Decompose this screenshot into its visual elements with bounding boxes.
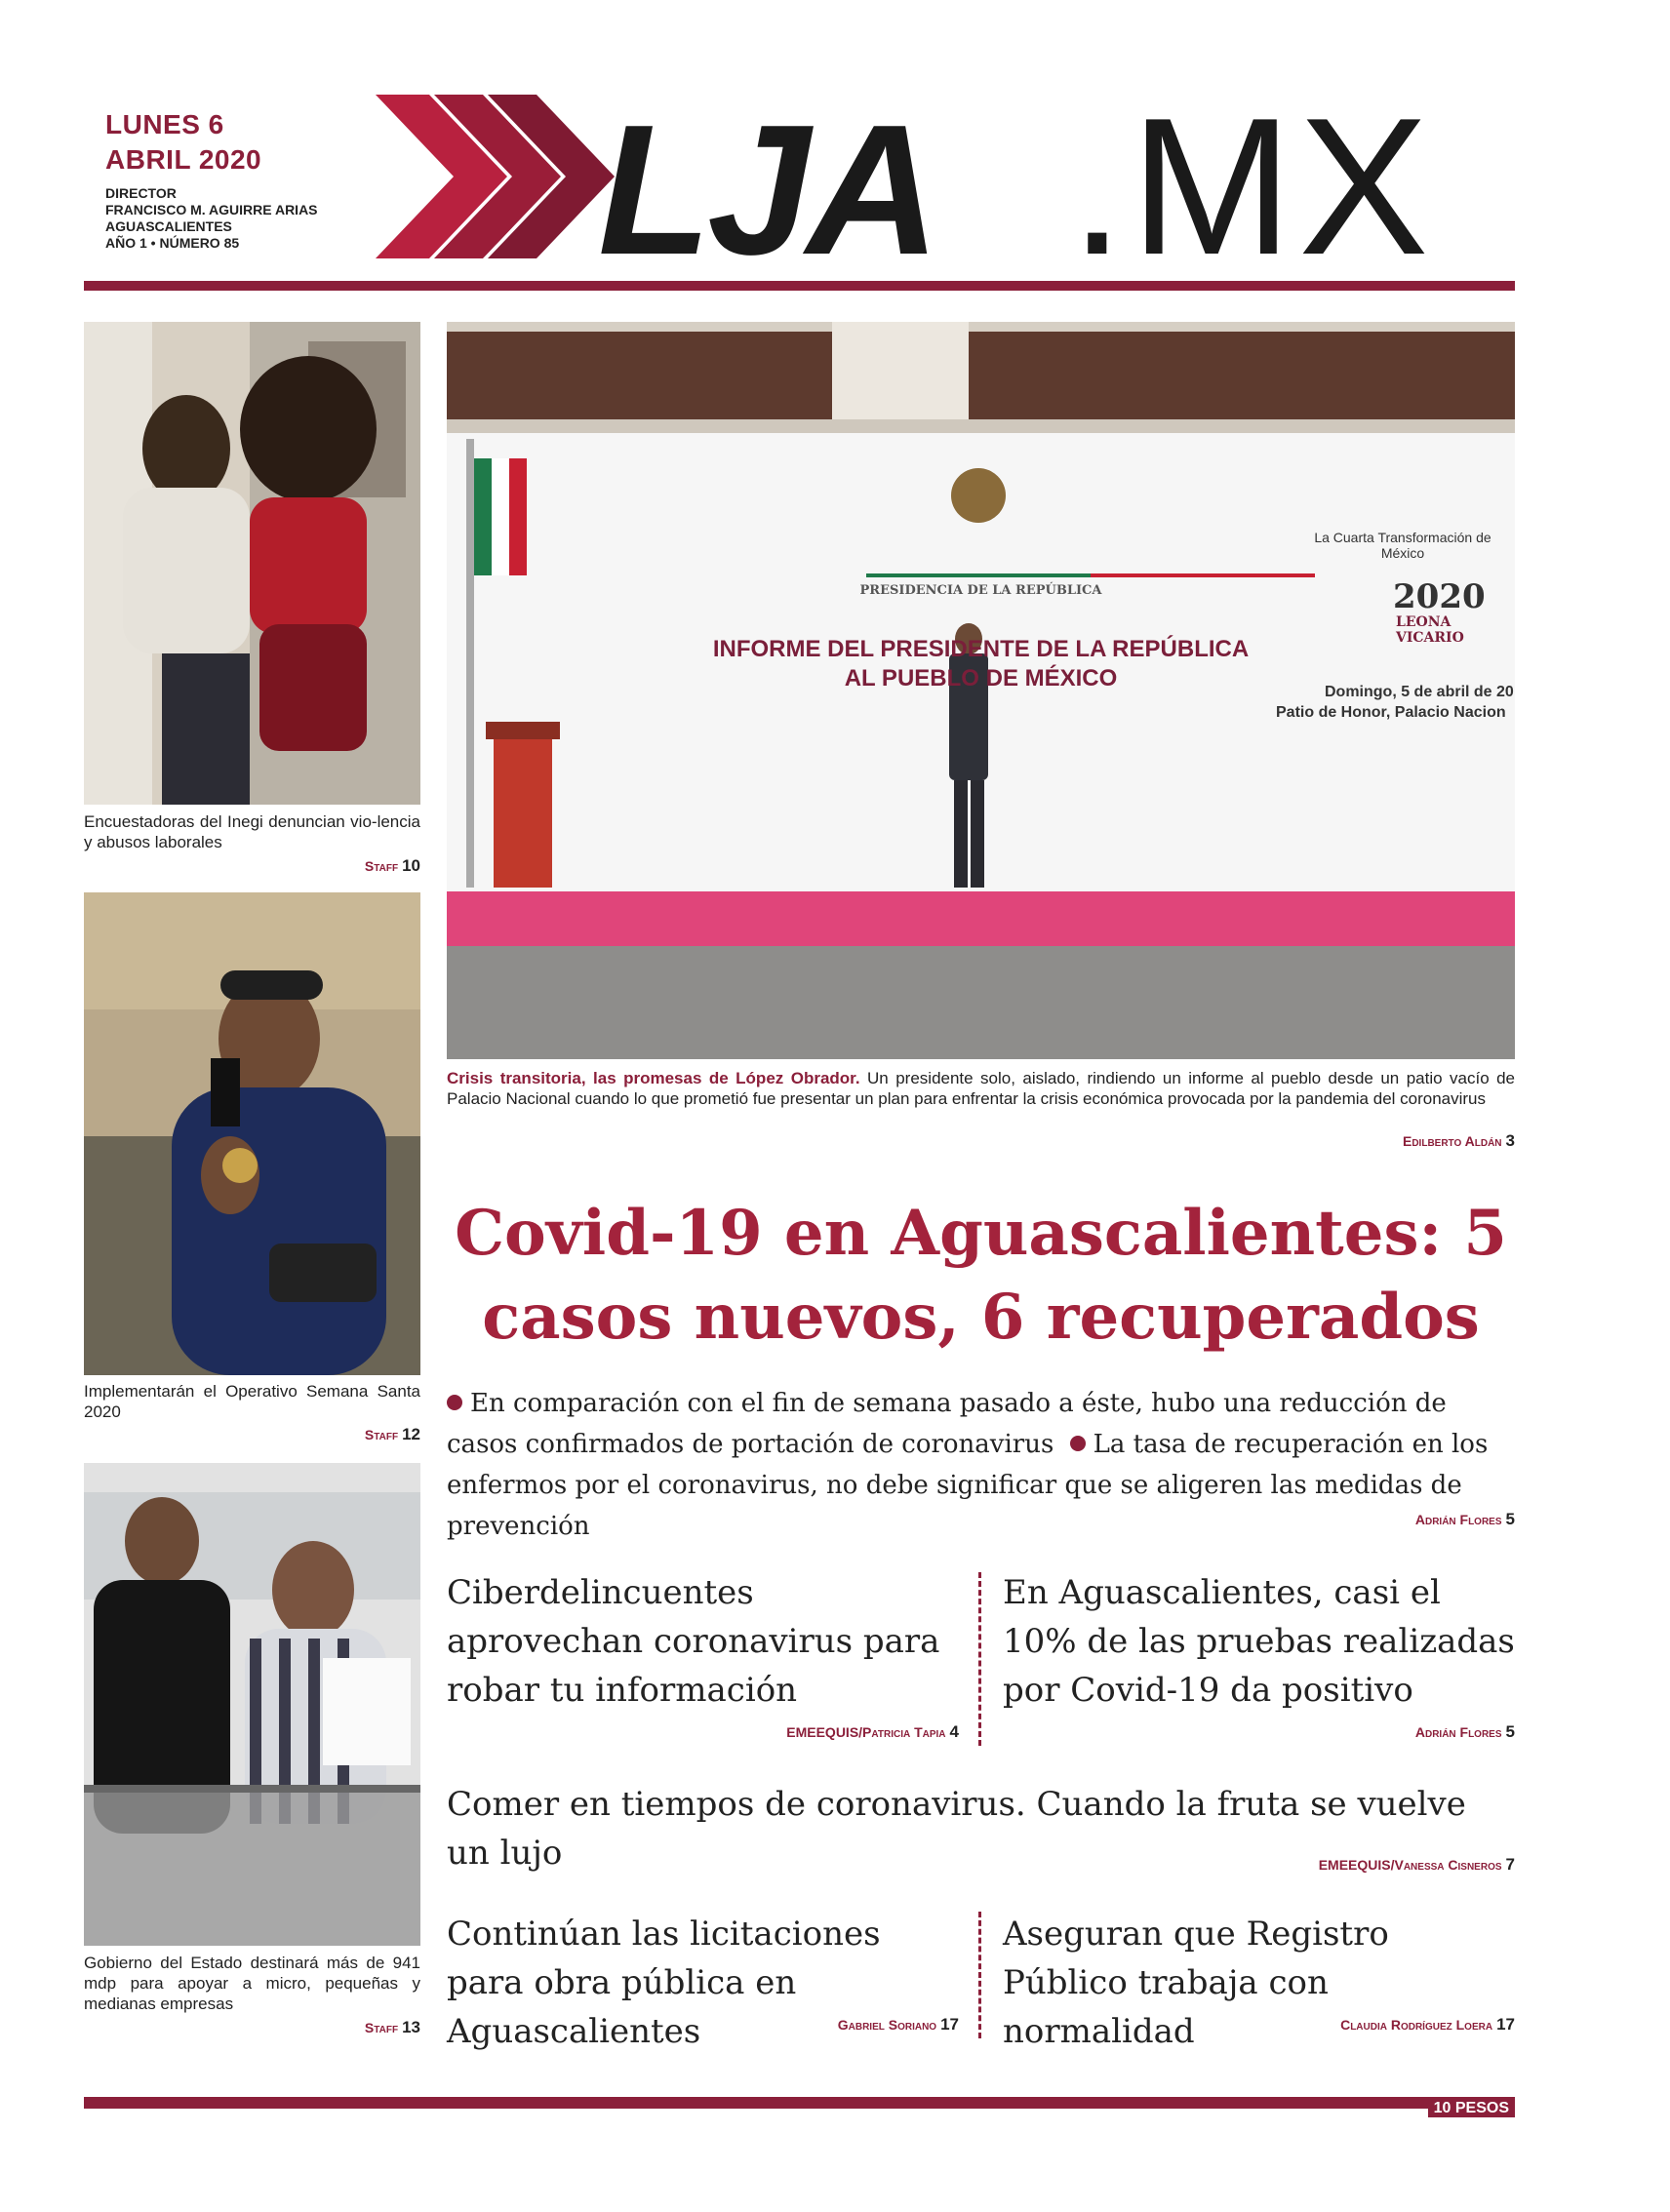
operativo-photo: [84, 892, 420, 1375]
director-label: DIRECTOR: [105, 185, 177, 201]
story-registro-headline[interactable]: Aseguran que Registro Público trabaja con normalidad: [1003, 1915, 1389, 2051]
credit-prefix: EMEEQUIS/: [786, 1724, 863, 1740]
story-pruebas-headline[interactable]: En Aguascalientes, casi el 10% de las pruebas realizadas por Covid-19 da positivo: [1003, 1573, 1515, 1710]
lead-caption-text: Un presidente solo, aislado, rindiendo un informe al pueblo desde un patio vacío de Palacio Nacional cuando lo que prometió fue presentar un plan para enfrentar la crisis económica provocada por la pandemia del coronavirus: [447, 1069, 1516, 1108]
city-label: AGUASCALIENTES: [105, 218, 232, 234]
footer-rule: [84, 2097, 1515, 2109]
main-credit[interactable]: [447, 1510, 1515, 1529]
backdrop-line2: AL PUEBLO DE MÉXICO: [844, 665, 1118, 691]
issue-date-day: LUNES 6: [105, 109, 224, 139]
story-cyber-headline[interactable]: Ciberdelincuentes aprovechan coronavirus para robar tu información: [447, 1573, 940, 1710]
issue-date-month: ABRIL 2020: [105, 144, 262, 175]
credit-page: 17: [1496, 2015, 1515, 2034]
lead-photo: [447, 322, 1515, 1059]
credit-page: 5: [1505, 1722, 1515, 1741]
main-deck-1: En comparación con el fin de semana pasado a éste, hubo una reducción de casos confirmados de portación de coronavirus: [447, 1389, 1447, 1459]
story1-caption[interactable]: Encuestadoras del Inegi denuncian vio-lencia y abusos laborales: [84, 812, 420, 851]
story-cyber-credit[interactable]: [447, 1722, 959, 1742]
credit-name: Vanessa Cisneros: [1394, 1857, 1502, 1873]
lead-photo-credit[interactable]: [447, 1131, 1515, 1151]
backdrop-cuarta: La Cuarta Transformación de México: [1314, 530, 1491, 561]
story-fruta-headline[interactable]: Comer en tiempos de coronavirus. Cuando la fruta se vuelve un lujo: [447, 1785, 1466, 1873]
credit-name: Patricia Tapia: [862, 1724, 946, 1740]
story-fruta-credit[interactable]: [447, 1855, 1515, 1875]
story3-page: 13: [402, 2018, 420, 2036]
price-label: 10 PESOS: [1428, 2100, 1515, 2117]
story-registro-credit[interactable]: [1003, 2015, 1515, 2034]
story2-caption[interactable]: Implementarán el Operativo Semana Santa 2020: [84, 1382, 420, 1421]
story-pruebas-credit[interactable]: [1003, 1722, 1515, 1742]
credit-page: 7: [1505, 1855, 1515, 1874]
story-licitaciones-headline[interactable]: Continúan las licitaciones para obra pública en Aguascalientes: [447, 1915, 881, 2051]
logo-text-lja: LJA: [598, 90, 936, 263]
main-deck-2: La tasa de recuperación en los enfermos por el coronavirus, no debe significar que se aligeren las medidas de prevención: [447, 1430, 1489, 1541]
column-separator: [978, 1912, 981, 2038]
story-licitaciones-credit[interactable]: [447, 2015, 959, 2034]
lja-logo[interactable]: [376, 90, 1468, 263]
backdrop-line1: INFORME DEL PRESIDENTE DE LA REPÚBLICA: [712, 636, 1250, 662]
issue-number: AÑO 1 • NÚMERO 85: [105, 235, 240, 251]
column-separator: [978, 1572, 981, 1746]
inegi-workers-photo: [84, 322, 420, 805]
lead-credit-name: Edilberto Aldán: [1403, 1133, 1502, 1149]
story1-credit-name: Staff: [364, 858, 399, 874]
story1-credit[interactable]: [84, 856, 420, 876]
story3-credit-name: Staff: [364, 2020, 399, 2035]
story1-page: 10: [402, 856, 420, 875]
backdrop-place: Patio de Honor, Palacio Nacion: [1276, 704, 1506, 721]
story3-caption[interactable]: Gobierno del Estado destinará más de 941 mdp para apoyar a micro, pequeñas y medianas empresas: [84, 1954, 420, 2013]
story2-page: 12: [402, 1425, 420, 1443]
backdrop-leona: LEONA VICARIO: [1396, 614, 1464, 646]
lead-caption-bold: Crisis transitoria, las promesas de López Obrador.: [447, 1069, 860, 1087]
backdrop-year: 2020: [1393, 577, 1486, 616]
main-headline[interactable]: Covid-19 en Aguascalientes: 5 casos nuevos, 6 recuperados: [455, 1197, 1507, 1354]
credit-name: Adrián Flores: [1414, 1724, 1502, 1740]
story2-credit[interactable]: [84, 1425, 420, 1444]
masthead-meta: [105, 185, 318, 252]
lead-credit-page: 3: [1505, 1131, 1515, 1150]
story2-credit-name: Staff: [364, 1427, 399, 1442]
lead-photo-caption[interactable]: [447, 1068, 1515, 1109]
story3-credit[interactable]: [84, 2018, 420, 2037]
bullet-icon: [1070, 1436, 1086, 1451]
credit-prefix: EMEEQUIS/: [1318, 1857, 1395, 1873]
backdrop-presidencia: PRESIDENCIA DE LA REPÚBLICA: [859, 583, 1102, 598]
masthead-rule: [84, 281, 1515, 291]
chevron-logo-icon: [376, 95, 615, 258]
bullet-icon: [447, 1395, 462, 1410]
credit-name: Gabriel Soriano: [837, 2017, 937, 2033]
main-credit-name: Adrián Flores: [1414, 1512, 1502, 1527]
backdrop-date: Domingo, 5 de abril de 20: [1325, 684, 1514, 700]
logo-text-mx: .MX: [1070, 90, 1435, 263]
credit-page: 17: [940, 2015, 959, 2034]
credit-page: 4: [949, 1722, 959, 1741]
gobierno-photo: [84, 1463, 420, 1946]
director-name: FRANCISCO M. AGUIRRE ARIAS: [105, 202, 318, 217]
credit-name: Claudia Rodríguez Loera: [1340, 2017, 1493, 2033]
main-credit-page: 5: [1505, 1510, 1515, 1528]
